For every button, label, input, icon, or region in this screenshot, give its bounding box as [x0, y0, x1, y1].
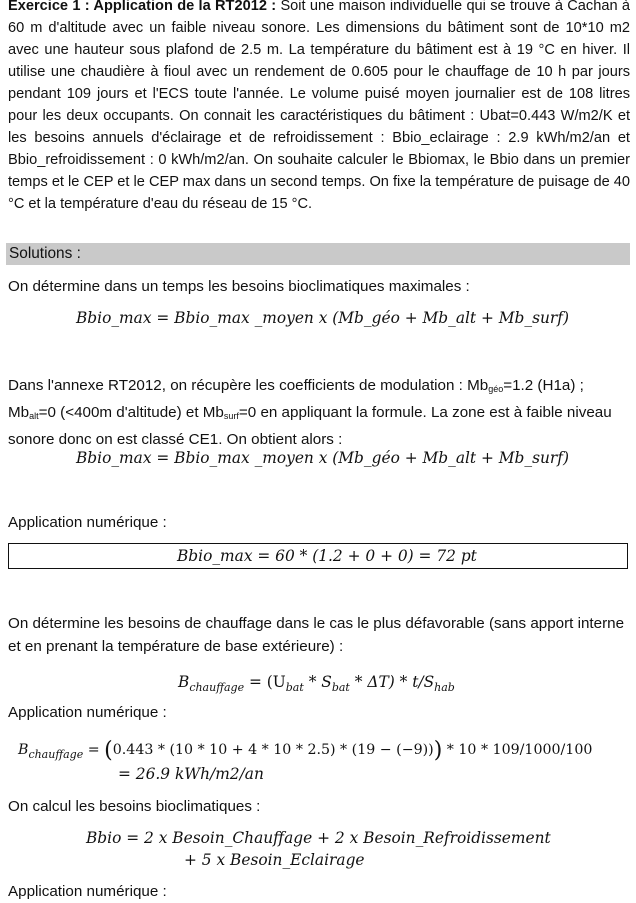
bbio-max-result-box [8, 543, 628, 569]
chauffage-calc-line1: $B_{chauffage} = (0.443 * (10 * 10 + 4 * 10 * 2.5) * (19 - (-9))) * 10 * 109/1000/100$ [18, 738, 593, 763]
bbio-max-formula-2: Bbio_max = Bbio_max _moyen x (Mb_géo + Mb_alt + Mb_surf) [76, 449, 569, 467]
annex-paragraph: Dans l'annexe RT2012, on récupère les coefficients de modulation : $Mb_{géo}=1.2$ (H1a) ; $Mb_{alt}=0$ (<400m d'altitude) et $Mb_{surf}=0$ en appliquant la formule. La zone est à faible niveau sonore donc on est classé CE1. On obtient alors : [8, 377, 612, 448]
exercise-statement [8, 0, 630, 215]
bbio-intro: On calcul les besoins bioclimatiques : [8, 798, 261, 815]
exercise-title: Exercice 1 : Application de la RT2012 : [8, 0, 277, 14]
chauffage-intro: On détermine les besoins de chauffage dans le cas le plus défavorable (sans apport interne et en prenant la température de base extérieure) : [8, 615, 625, 655]
bbio-max-intro: On détermine dans un temps les besoins bioclimatiques maximales : [8, 278, 470, 295]
app-num-label-2: Application numérique : [8, 704, 167, 721]
chauffage-formula: $B_{chauffage} = (U_{bat} * S_{bat} * \Delta T) * t/S_{hab}$ [178, 673, 455, 694]
bbio-max-formula: Bbio_max = Bbio_max _moyen x (Mb_géo + Mb_alt + Mb_surf) [76, 309, 569, 327]
solutions-header: Solutions : [6, 243, 630, 265]
app-num-label-3: Application numérique : [8, 883, 167, 900]
bbio-formula-line2: + 5 x Besoin_Eclairage [184, 851, 365, 869]
exercise-body: Soit une maison individuelle qui se trouve à Cachan à 60 m d'altitude avec un faible niveau sonore. Les dimensions du bâtiment sont de 10*10 m2 avec une hauteur sous plafond de 2.5 m. La température du bâtiment est à 19 °C en hiver. Il utilise une chaudière à fioul avec un rendement de 0.605 pour le chauffage de 10 h par jours pendant 109 jours et l'ECS toute l'année. Le volume puisé moyen journalier est de 108 litres pour les deux occupants. On connait les caractéristiques du bâtiment : Ubat=0.443 W/m2/K et les besoins annuels d'éclairage et de refroidissement : Bbio_eclairage : 2.9 kWh/m2/an et Bbio_refroidissement : 0 kWh/m2/an. On souhaite calculer le Bbiomax, le Bbio dans un premier temps et le CEP et le CEP max dans un second temps. On fixe la température de puisage de 40 °C et la température d'eau du réseau de 15 °C. [8, 0, 630, 212]
bbio-max-result: Bbio_max = 60 * (1.2 + 0 + 0) = 72 pt [177, 547, 477, 565]
chauffage-calc-line2: = 26.9 kWh/m2/an [118, 765, 264, 783]
app-num-label-1: Application numérique : [8, 514, 167, 531]
bbio-formula-line1: Bbio = 2 x Besoin_Chauffage + 2 x Besoin_Refroidissement [86, 829, 551, 847]
